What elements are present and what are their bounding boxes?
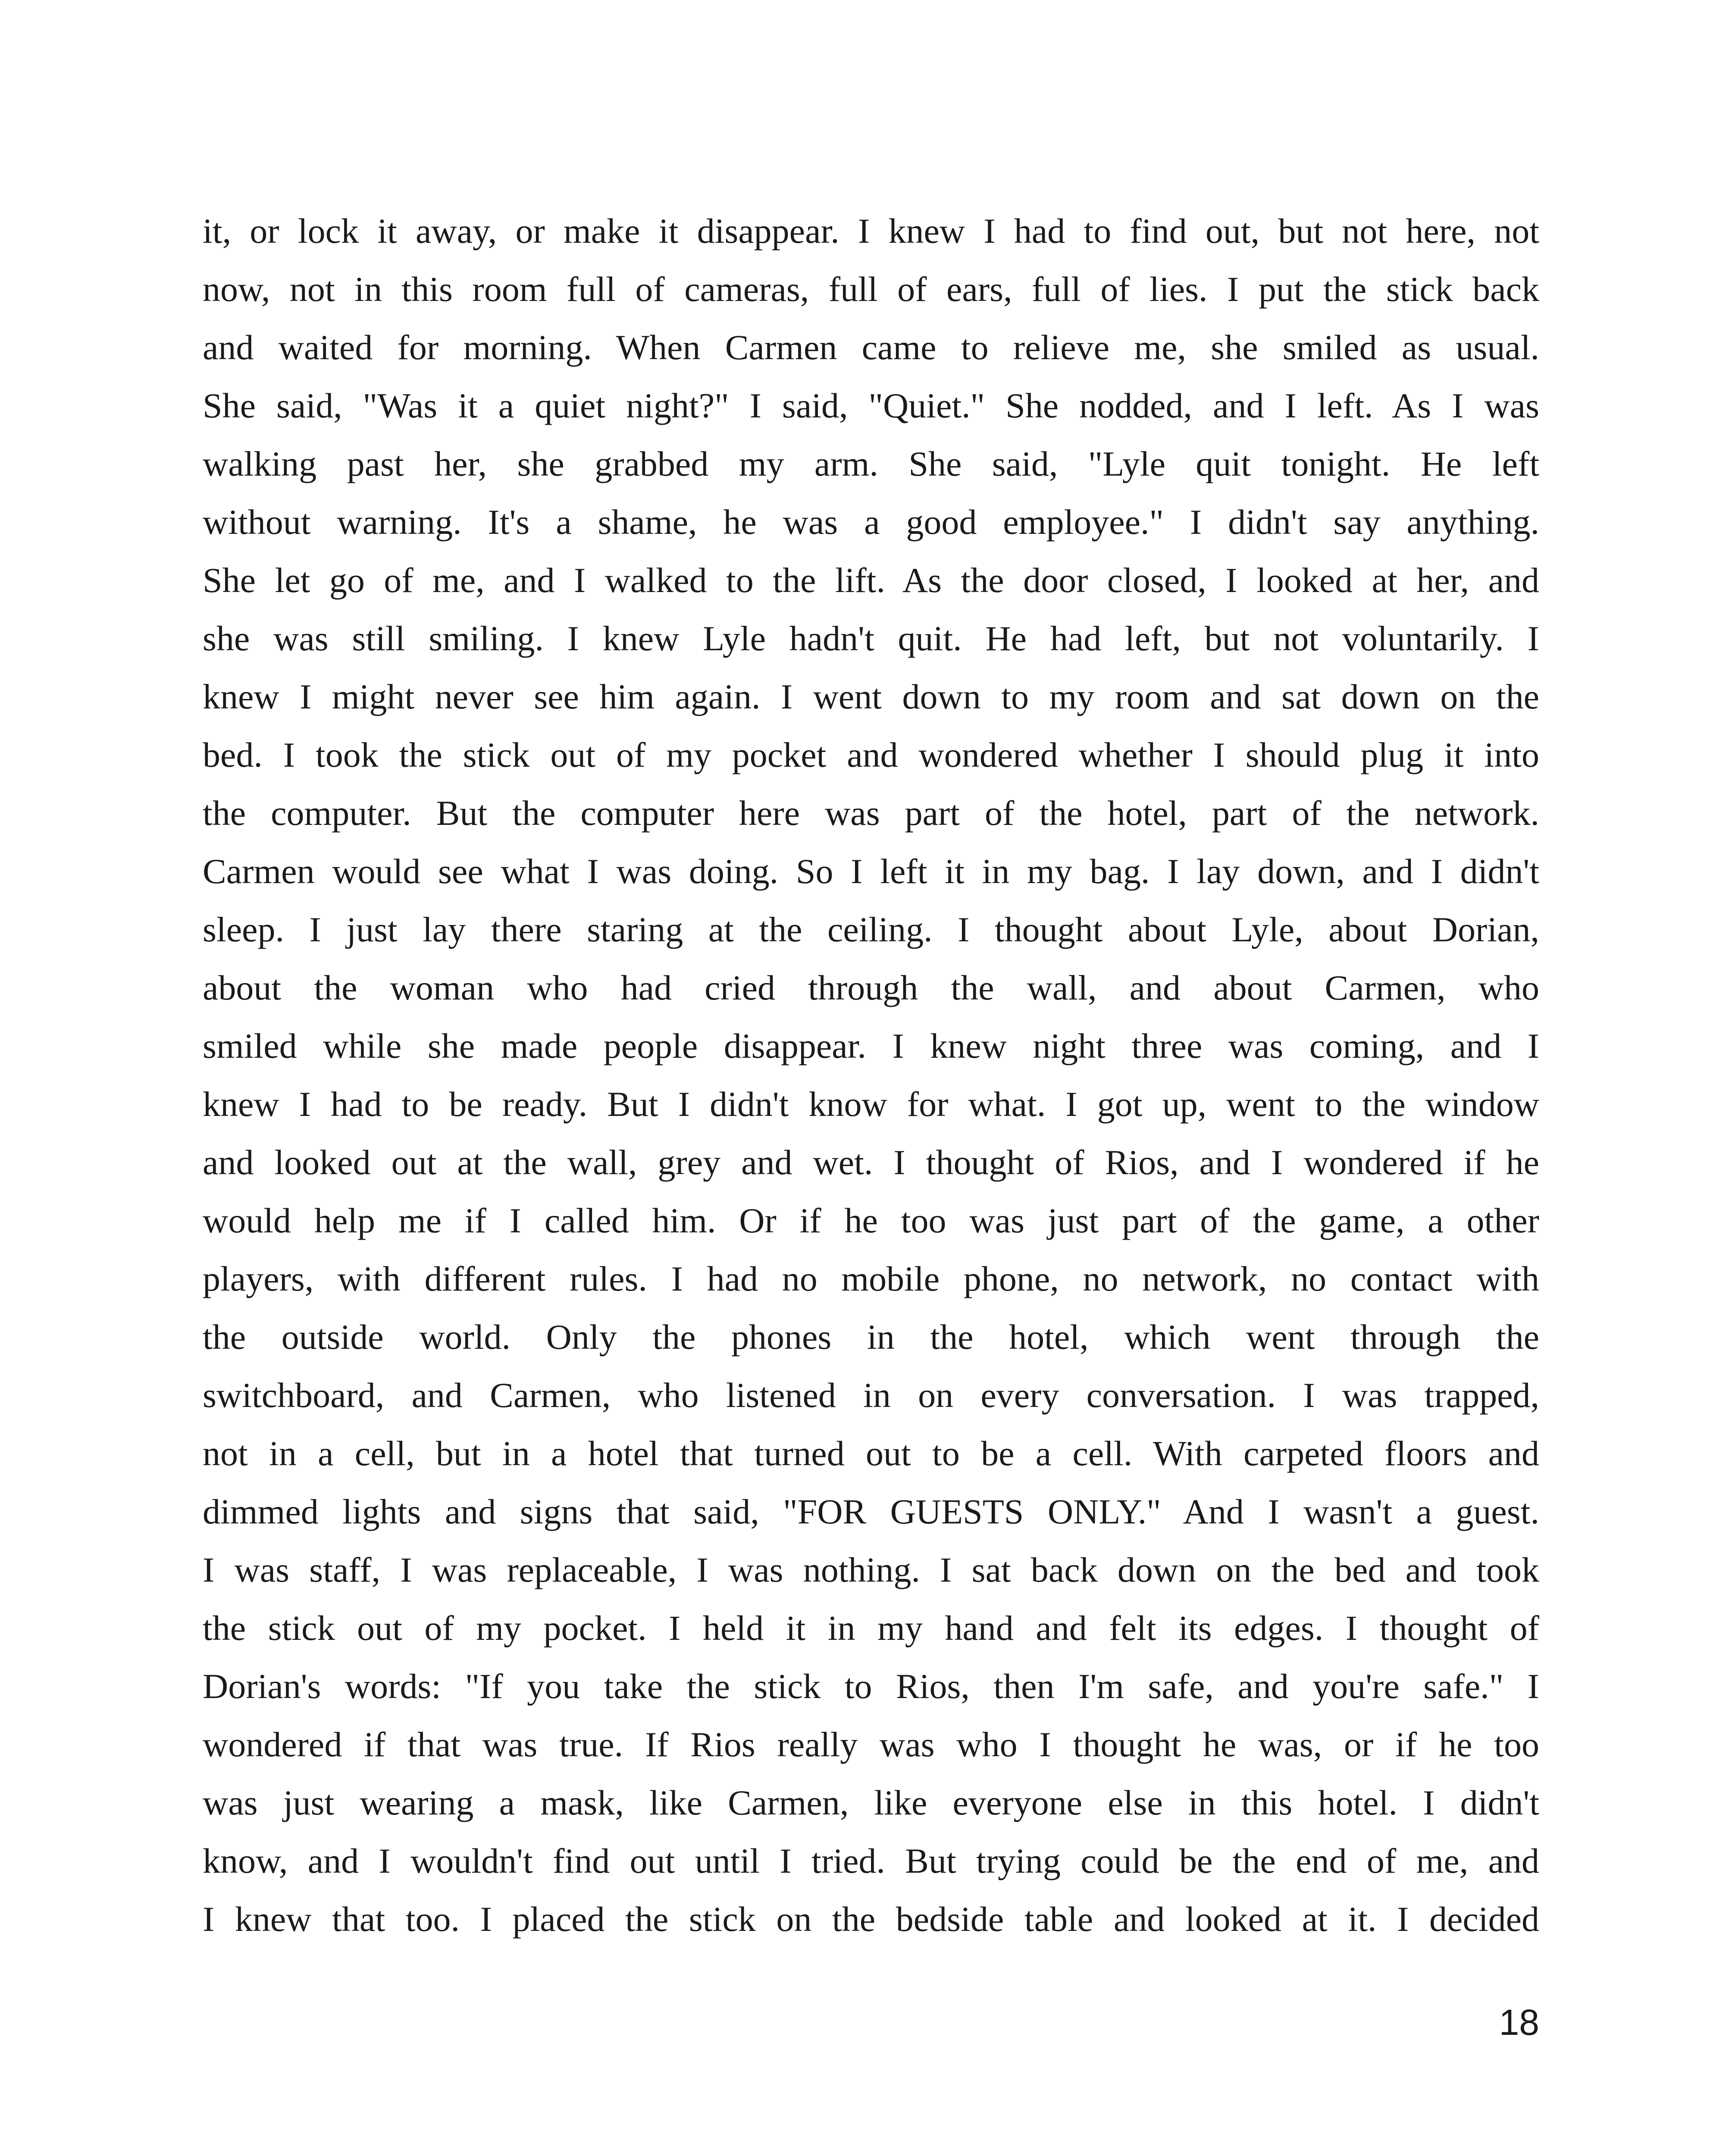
text-line: was just wearing a mask, like Carmen, like everyone else in this hotel. I didn't xyxy=(203,1783,1539,1822)
page-number: 18 xyxy=(1499,2002,1539,2043)
text-line: Dorian's words: "If you take the stick to Rios, then I'm safe, and you're safe." I xyxy=(203,1667,1539,1706)
text-line: about the woman who had cried through the wall, and about Carmen, who xyxy=(203,968,1539,1007)
text-line: and looked out at the wall, grey and wet. I thought of Rios, and I wondered if he xyxy=(203,1143,1539,1182)
text-line: knew I might never see him again. I went down to my room and sat down on the xyxy=(203,677,1539,716)
text-line: it, or lock it away, or make it disappear. I knew I had to find out, but not here, not xyxy=(203,211,1539,251)
text-line: she was still smiling. I knew Lyle hadn't quit. He had left, but not voluntarily. I xyxy=(203,619,1539,658)
text-line: walking past her, she grabbed my arm. She said, "Lyle quit tonight. He left xyxy=(203,444,1539,483)
text-line: not in a cell, but in a hotel that turned out to be a cell. With carpeted floors and xyxy=(203,1434,1539,1473)
text-line: now, not in this room full of cameras, full of ears, full of lies. I put the stick back xyxy=(203,270,1539,309)
text-line: I was staff, I was replaceable, I was nothing. I sat back down on the bed and took xyxy=(203,1550,1539,1589)
text-line: bed. I took the stick out of my pocket and wondered whether I should plug it into xyxy=(203,735,1539,774)
text-line: the outside world. Only the phones in the hotel, which went through the xyxy=(203,1317,1539,1357)
text-line: the stick out of my pocket. I held it in my hand and felt its edges. I thought of xyxy=(203,1608,1539,1648)
text-line: smiled while she made people disappear. I knew night three was coming, and I xyxy=(203,1026,1539,1065)
text-line: would help me if I called him. Or if he too was just part of the game, a other xyxy=(203,1201,1539,1240)
text-line: and waited for morning. When Carmen came to relieve me, she smiled as usual. xyxy=(203,328,1539,367)
text-line: players, with different rules. I had no mobile phone, no network, no contact with xyxy=(203,1259,1539,1298)
text-line: I knew that too. I placed the stick on the bedside table and looked at it. I decided xyxy=(203,1899,1539,1939)
text-line: She said, "Was it a quiet night?" I said, "Quiet." She nodded, and I left. As I was xyxy=(203,386,1539,425)
body-text xyxy=(203,202,1539,1948)
text-line: dimmed lights and signs that said, "FOR GUESTS ONLY." And I wasn't a guest. xyxy=(203,1492,1539,1531)
text-line: knew I had to be ready. But I didn't know for what. I got up, went to the window xyxy=(203,1084,1539,1124)
text-line: wondered if that was true. If Rios really was who I thought he was, or if he too xyxy=(203,1725,1539,1764)
text-line: know, and I wouldn't find out until I tried. But trying could be the end of me, and xyxy=(203,1841,1539,1880)
text-line: switchboard, and Carmen, who listened in on every conversation. I was trapped, xyxy=(203,1376,1539,1415)
text-line: Carmen would see what I was doing. So I left it in my bag. I lay down, and I didn't xyxy=(203,852,1539,891)
text-line: sleep. I just lay there staring at the ceiling. I thought about Lyle, about Dorian, xyxy=(203,910,1539,949)
text-line: the computer. But the computer here was part of the hotel, part of the network. xyxy=(203,793,1539,833)
text-line: She let go of me, and I walked to the lift. As the door closed, I looked at her, and xyxy=(203,561,1539,600)
text-line: without warning. It's a shame, he was a good employee." I didn't say anything. xyxy=(203,502,1539,542)
